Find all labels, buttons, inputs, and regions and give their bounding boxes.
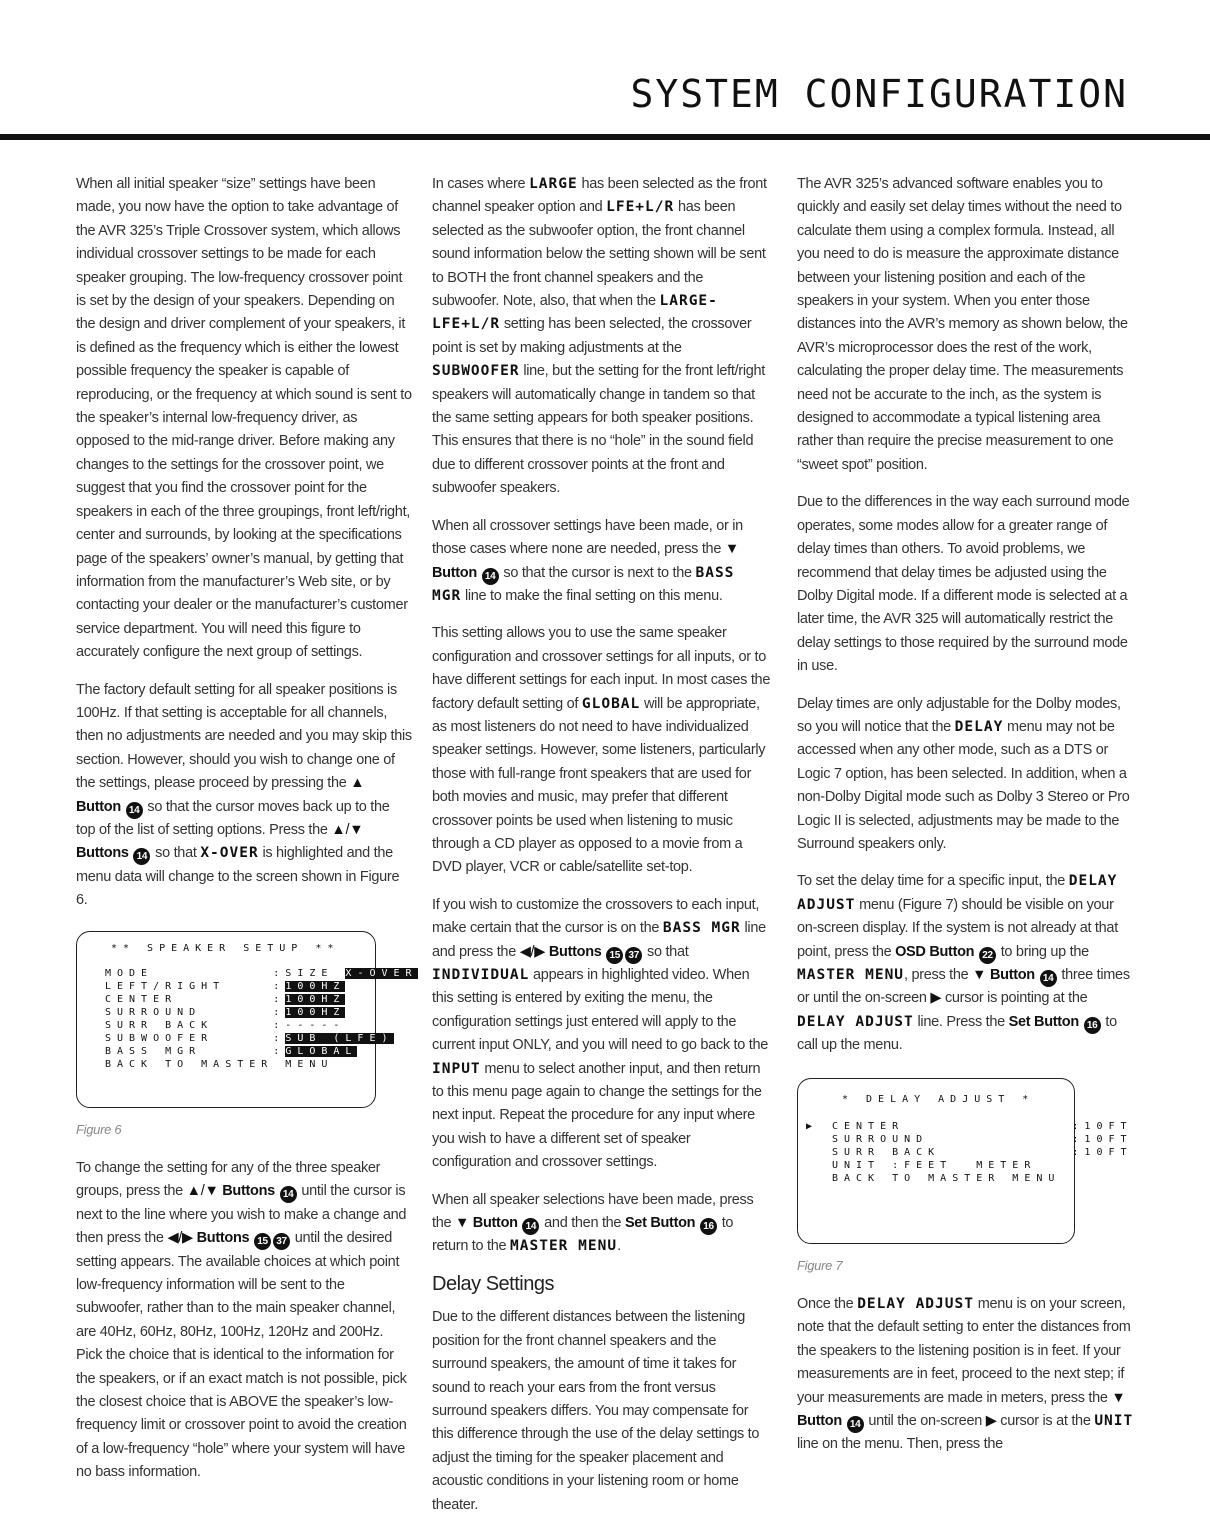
menu-line: LEFT/RIGHT :100HZ bbox=[105, 980, 346, 992]
menu-line: SURR BACK :10FT bbox=[832, 1146, 1133, 1158]
cursor-arrow-icon: ▶ bbox=[806, 1120, 819, 1132]
paragraph: The AVR 325’s advanced software enables you to quickly and easily set delay times without the need to calculate them using a complex formula. Instead, all you need to do is measure the approximate distance between your listening position and each of the speakers in your system. When you enter those distances into the AVR’s memory as shown below, the AVR’s microprocessor does the rest of the work, calculating the proper delay time. The measurements need not be accurate to the inch, as the system is designed to accommodate a typical listening area rather than require the precise measurement to one “sweet spot” position. bbox=[797, 176, 1128, 473]
page-header: SYSTEM CONFIGURATION bbox=[630, 72, 1128, 116]
paragraph: When all initial speaker “size” settings have been made, you now have the option to take advantage of the AVR 325’s Triple Crossover system, which allows individual crossover settings to be made for each speaker grouping. The low-frequency crossover point is set by the design of your speakers. Depending on the design and driver complement of your speakers, it is defined as the frequency which is either the lowest possible frequency the speaker is capable of reproducing, or the frequency at which sound is sent to the speaker’s internal low-frequency driver, as opposed to the mid-range driver. Before making any changes to the settings for the crossover point, we suggest that you find the crossover point for the speakers in each of the three groupings, front left/right, center and surrounds, by looking at the specifications page of the speakers’ owner’s manual, by getting that information from the manufacturer’s Web site, or by contacting your dealer or the manufacturer’s customer service department. You will need this figure to accurately configure the next group of settings. bbox=[76, 176, 412, 661]
button-15-icon: 15 bbox=[606, 947, 623, 964]
menu-line: SUBWOOFER :SUB (LFE) bbox=[105, 1032, 394, 1044]
button-14-icon: 14 bbox=[522, 1218, 539, 1235]
menu-line: UNIT :FEET METER bbox=[832, 1159, 1037, 1171]
figure-caption: Figure 7 bbox=[797, 1257, 843, 1273]
button-37-icon: 37 bbox=[273, 1233, 290, 1250]
paragraph: The factory default setting for all speaker positions is 100Hz. If that setting is acceptable for all channels, then no adjustments are needed and you may skip this section. However, should you wish to change one of the settings, please proceed by pressing the ▲ Button 14 so that the cursor moves back up to the top of the list of setting options. Press the ▲/▼ Buttons 14 so that X-OVER is highlighted and the menu data will change to the screen shown in Figure 6. bbox=[76, 681, 412, 909]
right-arrow-icon: ▶ bbox=[930, 990, 942, 1007]
left-right-arrow-icon: ◀/▶ bbox=[519, 943, 546, 960]
menu-line: CENTER :100HZ bbox=[105, 993, 346, 1005]
paragraph: Due to the differences in the way each surround mode operates, some modes allow for a greater range of delay times than others. To avoid problems, we recommend that delay times be adjusted using the Dolby Digital mode. If a different mode is selected at a later time, the AVR 325 will automatically restrict the delay settings to those required by the surround mode in use. bbox=[797, 494, 1130, 675]
section-heading: Delay Settings bbox=[432, 1272, 554, 1295]
paragraph: Once the DELAY ADJUST menu is on your screen, note that the default setting to enter the distances from the speakers to the listening position is in feet. If your measurements are in feet, proceed to the next step; if your measurements are made in meters, press the ▼ Button 14 until the on-screen ▶ cursor is at the UNIT line on the menu. Then, press the bbox=[797, 1296, 1134, 1453]
paragraph: To change the setting for any of the three speaker groups, press the ▲/▼ Buttons 14 until the cursor is next to the line where you wish to make a change and then press the ◀/▶ Buttons 15 37 until the desired setting appears. The available choices at which point low-frequency information will be sent to the subwoofer, rather than to the main speaker channel, are 40Hz, 60Hz, 80Hz, 100Hz, 120Hz and 200Hz. Pick the choice that is identical to the information for the speakers, or if an exact match is not possible, pick the closest choice that is ABOVE the speaker’s low-frequency limit or crossover point to avoid the creation of a low-frequency “hole” where your system will have no bass information. bbox=[76, 1160, 407, 1481]
menu-line: SURROUND :10FT bbox=[832, 1133, 1133, 1145]
paragraph: Delay times are only adjustable for the Dolby modes, so you will notice that the DELAY menu may not be accessed when any other mode, such as a DTS or Logic 7 option, has been selected. In addition, when a non-Dolby Digital mode such as Dolby 3 Stereo or Pro Logic II is selected, adjustments may be made to the Surround speakers only. bbox=[797, 695, 1130, 852]
paragraph: If you wish to customize the crossovers to each input, make certain that the cursor is on the BASS MGR line and press the ◀/▶ Buttons 15 37 so that INDIVIDUAL appears in highlighted video. When this setting is entered by exiting the menu, the configuration settings just entered will apply to the current input ONLY, and you will need to go back to the INPUT menu to select another input, and then return to this menu page again to change the settings for the next input. Repeat the procedure for any input where you wish to have a different set of speaker configuration and crossover settings. bbox=[432, 896, 769, 1171]
button-22-icon: 22 bbox=[979, 947, 996, 964]
button-16-icon: 16 bbox=[700, 1218, 717, 1235]
menu-line: SURROUND :100HZ bbox=[105, 1006, 346, 1018]
down-arrow-icon: ▼ bbox=[724, 541, 739, 558]
paragraph: When all crossover settings have been made, or in those cases where none are needed, press the ▼ Button 14 so that the cursor is next to the BASS MGR line to make the final setting on this menu. bbox=[432, 517, 743, 604]
left-right-arrow-icon: ◀/▶ bbox=[167, 1230, 193, 1247]
paragraph: When all speaker selections have been made, press the ▼ Button 14 and then the Set Button 16 to return to the MASTER MENU. bbox=[432, 1191, 754, 1255]
menu-line: MODE :SIZE X-OVER bbox=[105, 967, 418, 979]
up-down-arrow-icon: ▲/▼ bbox=[331, 821, 364, 838]
paragraph: Due to the different distances between the listening position for the front channel speakers and the surround speakers, the amount of time it takes for sound to reach your ears from the front versus surround speakers differs. You may compensate for this difference through the use of the delay settings to adjust the timing for the speaker placement and acoustic conditions in your listening room or home theater. bbox=[432, 1309, 760, 1513]
paragraph: In cases where LARGE has been selected as the front channel speaker option and LFE+L/R has been selected as the subwoofer option, the front channel sound information below the setting shown will be sent to BOTH the front channel speakers and the subwoofer. Note, also, that when the LARGE-LFE+L/R setting has been selected, the crossover point is set by making adjustments at the SUBWOOFER line, but the setting for the front left/right speakers will automatically change in tandem so that the same setting appears for both speaker positions. This ensures that there is no “hole” in the sound field due to different crossover points at the front and subwoofer speakers. bbox=[432, 176, 767, 497]
menu-line: BACK TO MASTER MENU bbox=[105, 1058, 334, 1070]
up-arrow-icon: ▲ bbox=[350, 775, 365, 792]
menu-line: ▶ CENTER :10FT bbox=[806, 1120, 1133, 1132]
figure-6-screen bbox=[76, 931, 418, 1108]
header-rule bbox=[0, 134, 1210, 140]
button-14-icon: 14 bbox=[482, 568, 499, 585]
column-3 bbox=[797, 173, 1137, 1471]
up-down-arrow-icon: ▲/▼ bbox=[186, 1183, 219, 1200]
button-16-icon: 16 bbox=[1084, 1017, 1101, 1034]
menu-line: SURR BACK :----- bbox=[105, 1019, 346, 1031]
column-2 bbox=[432, 173, 772, 1531]
paragraph: This setting allows you to use the same speaker configuration and crossover settings for all inputs, or to have different settings for each input. In most cases the factory default setting of GLOBAL will be appropriate, as most listeners do not need to have individualized speaker settings. However, some listeners, particularly those with full-range front speakers that are used for both movies and music, may prefer that different crossover points be used when listening to music through a CD player as opposed to a movie from a DVD player, VCR or cable/satellite set-top. bbox=[432, 625, 771, 876]
down-arrow-icon: ▼ bbox=[972, 967, 987, 983]
button-14-icon: 14 bbox=[133, 848, 150, 865]
menu-line: BASS MGR :GLOBAL bbox=[105, 1045, 358, 1057]
button-37-icon: 37 bbox=[625, 947, 642, 964]
paragraph: To set the delay time for a specific input, the DELAY ADJUST menu (Figure 7) should be visible on your on-screen display. If the system is not already at that point, press the OSD Button 22 to bring up the MASTER MENU, press the ▼ Button 14 three times or until the on-screen ▶ cursor is pointing at the DELAY ADJUST line. Press the Set Button 16 to call up the menu. bbox=[797, 873, 1130, 1054]
column-1 bbox=[76, 173, 418, 1499]
down-arrow-icon: ▼ bbox=[1111, 1389, 1126, 1406]
figure-title: * DELAY ADJUST * bbox=[842, 1093, 1035, 1105]
button-14-icon: 14 bbox=[126, 802, 143, 819]
figure-title: ** SPEAKER SETUP ** bbox=[111, 942, 340, 954]
button-14-icon: 14 bbox=[280, 1186, 297, 1203]
right-arrow-icon: ▶ bbox=[985, 1413, 997, 1430]
button-14-icon: 14 bbox=[1040, 970, 1057, 987]
down-arrow-icon: ▼ bbox=[455, 1215, 470, 1232]
button-14-icon: 14 bbox=[847, 1416, 864, 1433]
figure-7-screen bbox=[797, 1078, 1133, 1244]
button-15-icon: 15 bbox=[254, 1233, 271, 1250]
figure-caption: Figure 6 bbox=[76, 1121, 122, 1137]
menu-line: BACK TO MASTER MENU bbox=[832, 1172, 1061, 1184]
